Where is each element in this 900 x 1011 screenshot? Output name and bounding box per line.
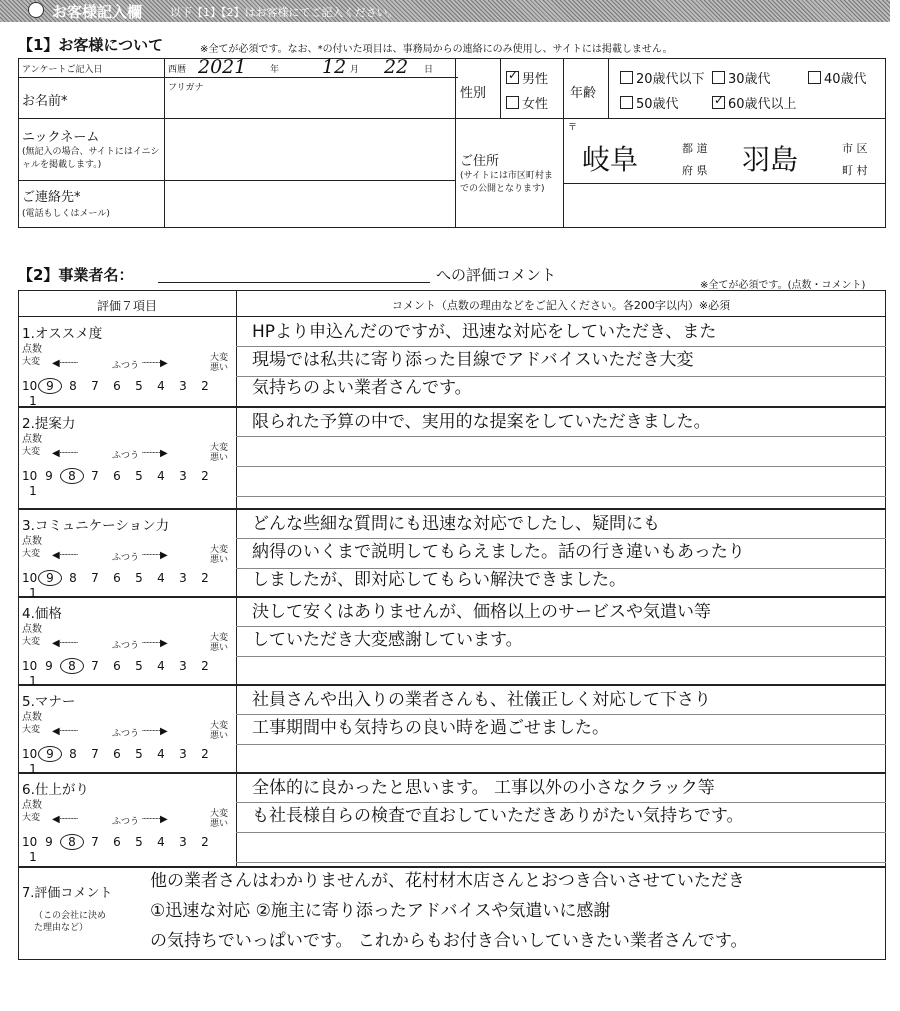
score-option[interactable]: 2 [201,659,209,673]
item-comment [252,318,716,402]
contact-note: (電話もしくはメール) [22,209,110,219]
score-option[interactable]: 1 [29,484,37,498]
item-comment [252,774,743,830]
score-scale[interactable] [22,624,234,688]
comment-line: どんな些細な質問にも迅速な対応でしたし、疑問にも [252,514,660,534]
score-option[interactable]: 4 [157,659,165,673]
score-option[interactable]: 10 [22,379,38,393]
age-30s-label: 30歳代 [728,72,771,87]
section2-tail: への評価コメント [436,266,557,284]
female-label: 女性 [522,97,549,112]
scale-mid: ふつう [112,451,140,461]
arrow-left-icon: ◀┈┈┈ [52,550,78,561]
section2-title: 【2】事業者名： [18,266,134,284]
score-option[interactable]: 4 [157,747,165,761]
scale-right-a: 大変 [210,633,229,643]
score-label: 点数 [22,800,42,811]
scale-right-b: 悪い [210,363,229,373]
score-selected[interactable]: 8 [60,834,84,850]
score-option[interactable]: 6 [113,571,121,585]
score-option[interactable]: 7 [91,747,99,761]
day-unit: 日 [424,65,434,75]
score-option[interactable]: 1 [29,674,37,688]
final-line: ①迅速な対応 ②施主に寄り添ったアドバイスや気遣いに感謝 [150,901,611,921]
scale-left-a: 大変 [22,357,41,367]
scale-right-b: 悪い [210,731,229,741]
city-unit-2: 町 村 [842,164,868,177]
comment-line: 限られた予算の中で、実用的な提案をしていただきました。 [252,412,711,432]
scale-left-a: 大変 [22,447,41,457]
score-option[interactable]: 9 [45,835,53,849]
col-header-items: 評価７項目 [96,299,157,313]
score-label: 点数 [22,434,42,445]
score-option[interactable]: 5 [135,469,143,483]
prefecture-unit-1: 都 道 [682,142,708,155]
comment-line: も社長様自らの検査で直おしていただきありがたい気持ちです。 [252,806,744,826]
bullet-circle-icon [28,2,44,18]
item-label: 3.コミュニケーション力 [22,518,170,534]
score-option[interactable]: 5 [135,379,143,393]
scale-right-a: 大変 [210,545,229,555]
item-comment [252,686,711,742]
address-note: (サイトには市区町村までの公開となります) [460,171,553,194]
score-scale[interactable] [22,344,234,408]
item-comment [252,408,711,436]
score-option[interactable]: 5 [135,571,143,585]
nickname-note: (無記入の場合、サイトにはイニシャルを掲載します。) [22,147,160,170]
checked-checkbox-icon: ✓ [714,93,725,107]
age-60s[interactable] [712,93,797,112]
score-option[interactable]: 4 [157,379,165,393]
checkbox-icon [620,96,633,109]
checked-checkbox-icon: ✓ [508,68,519,82]
score-selected[interactable]: 9 [38,570,62,586]
city-unit-1: 市 区 [842,142,868,155]
score-option[interactable]: 2 [201,835,209,849]
item-label: 6.仕上がり [22,782,89,798]
score-option[interactable]: 3 [179,659,187,673]
name-label: お名前* [22,94,68,109]
item-comment [252,510,745,594]
score-label: 点数 [22,536,42,547]
section2-note: ※全てが必須です。(点数・コメント) [700,280,866,291]
day-value: 22 [384,56,409,78]
arrow-right-icon: ┈┈┈▶ [142,358,168,369]
score-option[interactable]: 1 [29,762,37,776]
score-option[interactable]: 9 [45,659,53,673]
nickname-label: ニックネーム [22,130,100,145]
score-option[interactable]: 8 [69,379,77,393]
score-numbers [22,570,234,600]
score-option[interactable]: 9 [45,469,53,483]
score-option[interactable]: 4 [157,835,165,849]
age-40s[interactable] [808,68,867,87]
score-option[interactable]: 6 [113,835,121,849]
score-option[interactable]: 1 [29,394,37,408]
contact-label: ご連絡先* [22,190,81,205]
score-scale[interactable] [22,434,234,498]
item-label: 4.価格 [22,606,62,622]
item-label: 1.オススメ度 [22,326,103,342]
score-option[interactable]: 5 [135,747,143,761]
scale-mid: ふつう [112,361,140,371]
score-option[interactable]: 6 [113,379,121,393]
score-option[interactable]: 3 [179,469,187,483]
score-numbers [22,468,234,498]
final-comment-note: （この会社に決めた理由など） [34,911,107,933]
score-option[interactable]: 8 [69,571,77,585]
scale-right-a: 大変 [210,443,229,453]
score-selected[interactable]: 8 [60,468,84,484]
final-line: 他の業者さんはわかりませんが、花村材木店さんとおつき合いさせていただき [150,871,745,891]
arrow-left-icon: ◀┈┈┈ [52,448,78,459]
comment-line: しましたが、即対応してもらい解決できました。 [252,570,626,590]
age-20s-label: 20歳代以下 [636,72,705,87]
score-scale[interactable] [22,536,234,600]
address-label: ご住所 [460,154,500,169]
checkbox-icon [712,71,725,84]
score-selected[interactable]: 9 [38,378,62,394]
age-40s-label: 40歳代 [824,72,867,87]
checkbox-icon [506,96,519,109]
arrow-right-icon: ┈┈┈▶ [142,814,168,825]
header-title: お客様記入欄 [52,3,143,21]
score-label: 点数 [22,624,42,635]
comment-line: 納得のいくまで説明してもらえました。話の行き違いもあったり [252,542,745,562]
gender-male[interactable] [506,68,548,87]
age-30s[interactable] [712,68,771,87]
final-line: の気持ちでいっぱいです。 これからもお付き合いしていきたい業者さんです。 [150,931,748,951]
score-label: 点数 [22,712,42,723]
score-option[interactable]: 8 [69,747,77,761]
score-option[interactable]: 5 [135,659,143,673]
arrow-left-icon: ◀┈┈┈ [52,814,78,825]
score-option[interactable]: 6 [113,747,121,761]
scale-left-a: 大変 [22,725,41,735]
scale-mid: ふつう [112,641,140,651]
age-20s[interactable] [620,68,705,87]
scale-left-a: 大変 [22,813,41,823]
score-option[interactable]: 1 [29,850,37,864]
score-selected[interactable]: 8 [60,658,84,674]
scale-right-b: 悪い [210,819,229,829]
postal-mark: 〒 [568,123,578,133]
score-option[interactable]: 2 [201,379,209,393]
score-option[interactable]: 3 [179,571,187,585]
header-note: 以下【1】【2】はお客様にてご記入ください。 [170,6,399,19]
score-option[interactable]: 7 [91,571,99,585]
section1-note: ※全てが必須です。なお、*の付いた項目は、事務局からの連絡にのみ使用し、サイトには掲載しません。 [200,44,673,55]
city-value: 羽島 [742,143,799,176]
score-option[interactable]: 3 [179,379,187,393]
scale-right-a: 大変 [210,809,229,819]
score-option[interactable]: 6 [113,659,121,673]
comment-line: 現場では私共に寄り添った目線でアドバイスいただき大変 [252,350,694,370]
score-option[interactable]: 10 [22,747,38,761]
section1-title: 【1】お客様について [18,36,164,54]
comment-line: 工事期間中も気持ちの良い時を過ごせました。 [252,718,609,738]
comment-line: 全体的に良かったと思います。 工事以外の小さなクラック等 [252,778,715,798]
final-comment-label: 7.評価コメント [22,886,113,901]
gender-female[interactable] [506,93,548,112]
age-60s-label: 60歳代以上 [728,97,797,112]
score-option[interactable]: 10 [22,659,38,673]
score-option[interactable]: 10 [22,835,38,849]
year-value: 2021 [198,56,247,78]
arrow-left-icon: ◀┈┈┈ [52,358,78,369]
score-option[interactable]: 2 [201,571,209,585]
comment-line: 決して安くはありませんが、価格以上のサービスや気遣い等 [252,602,711,622]
score-option[interactable]: 7 [91,659,99,673]
comment-line: 社員さんや出入りの業者さんも、社儀正しく対応して下さり [252,690,711,710]
item-comment [252,598,711,654]
score-label: 点数 [22,344,42,355]
comment-line: していただき大変感謝しています。 [252,630,523,650]
scale-left-a: 大変 [22,549,41,559]
gender-label: 性別 [460,86,487,101]
scale-mid: ふつう [112,817,140,827]
score-option[interactable]: 5 [135,835,143,849]
score-option[interactable]: 6 [113,469,121,483]
item-label: 2.提案力 [22,416,76,432]
date-label: アンケートご記入日 [22,65,103,75]
score-option[interactable]: 3 [179,835,187,849]
scale-mid: ふつう [112,729,140,739]
scale-right-a: 大変 [210,721,229,731]
score-scale[interactable] [22,712,234,776]
scale-right-b: 悪い [210,643,229,653]
year-unit: 年 [270,65,280,75]
score-numbers [22,746,234,776]
male-label: 男性 [522,72,549,87]
prefecture-unit-2: 府 県 [682,164,708,177]
prefecture-value: 岐阜 [582,143,639,176]
score-option[interactable]: 3 [179,747,187,761]
score-scale[interactable] [22,800,234,864]
arrow-left-icon: ◀┈┈┈ [52,638,78,649]
furigana-label: フリガナ [168,83,204,93]
score-option[interactable]: 2 [201,469,209,483]
arrow-left-icon: ◀┈┈┈ [52,726,78,737]
arrow-right-icon: ┈┈┈▶ [142,448,168,459]
score-option[interactable]: 10 [22,571,38,585]
age-label: 年齢 [570,86,597,101]
scale-right-a: 大変 [210,353,229,363]
score-numbers [22,834,234,864]
comment-line: HPより申込んだのですが、迅速な対応をしていただき、また [252,322,717,342]
era-label: 西暦 [168,65,187,75]
scale-right-b: 悪い [210,453,229,463]
score-option[interactable]: 2 [201,747,209,761]
col-header-comment: コメント（点数の理由などをご記入ください。各200字以内）※必須 [391,299,731,312]
score-numbers [22,378,234,408]
comment-line: 気持ちのよい業者さんです。 [252,378,472,398]
score-numbers [22,658,234,688]
arrow-right-icon: ┈┈┈▶ [142,550,168,561]
scale-right-b: 悪い [210,555,229,565]
item-label: 5.マナー [22,694,76,710]
scale-left-a: 大変 [22,637,41,647]
arrow-right-icon: ┈┈┈▶ [142,638,168,649]
scale-mid: ふつう [112,553,140,563]
month-value: 12 [322,56,347,78]
score-option[interactable]: 10 [22,469,38,483]
score-option[interactable]: 4 [157,469,165,483]
checkbox-icon [620,71,633,84]
checkbox-icon [808,71,821,84]
arrow-right-icon: ┈┈┈▶ [142,726,168,737]
age-50s-label: 50歳代 [636,97,679,112]
score-selected[interactable]: 9 [38,746,62,762]
header-banner [0,0,890,22]
score-option[interactable]: 7 [91,469,99,483]
score-option[interactable]: 7 [91,835,99,849]
age-50s[interactable] [620,93,679,112]
final-comment-text [150,866,748,956]
score-option[interactable]: 4 [157,571,165,585]
score-option[interactable]: 1 [29,586,37,600]
month-unit: 月 [350,65,360,75]
score-option[interactable]: 7 [91,379,99,393]
